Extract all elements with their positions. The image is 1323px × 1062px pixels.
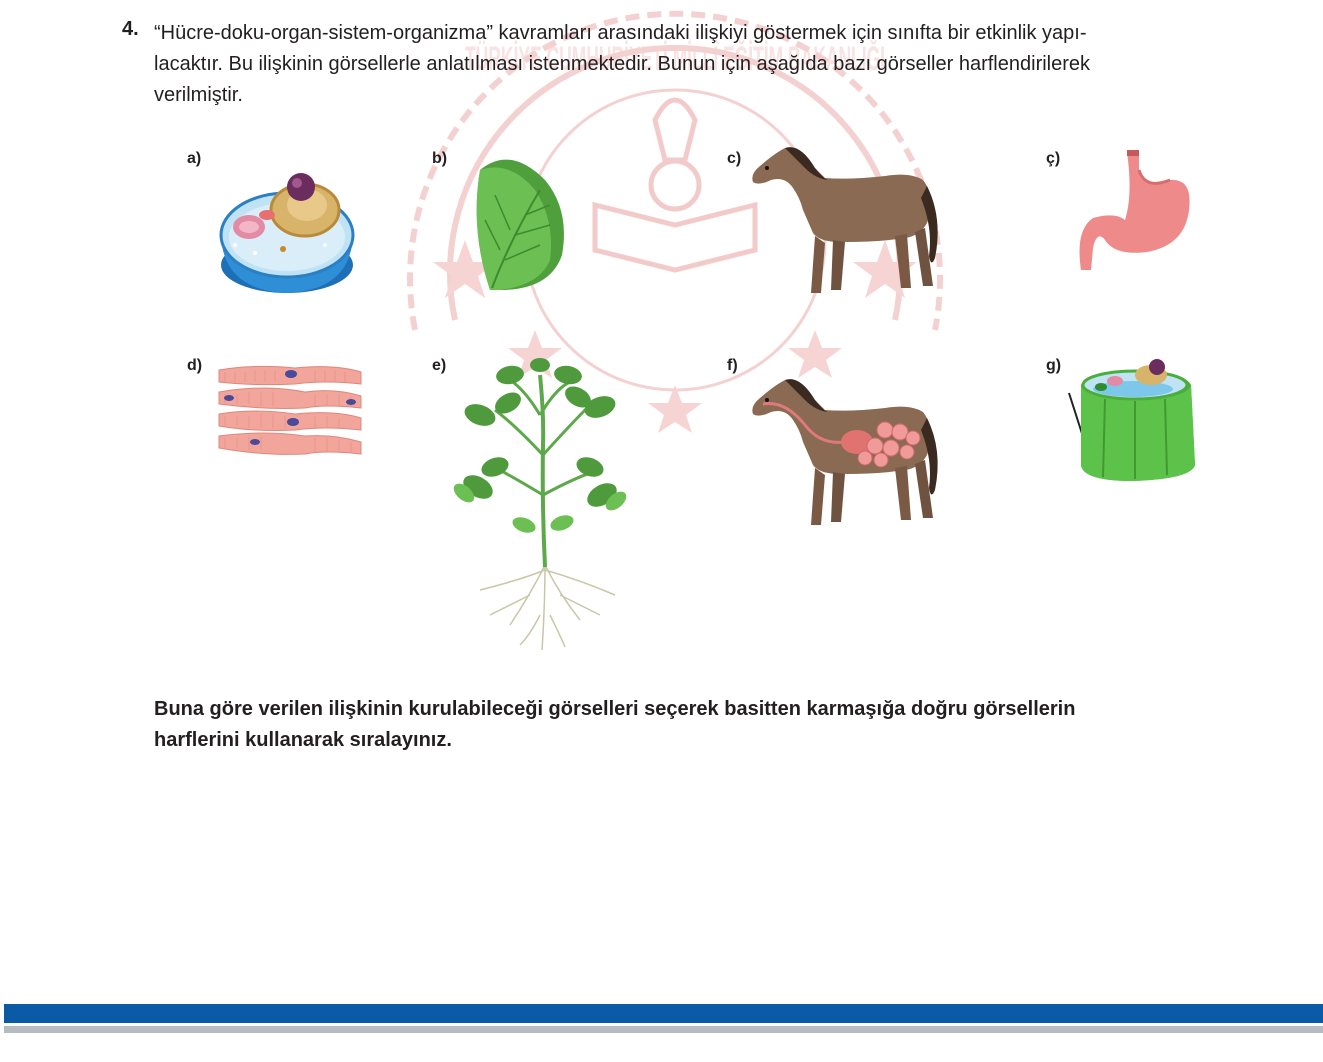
instruction-line: harflerini kullanarak sıralayınız. xyxy=(154,729,452,751)
footer-gray-bar xyxy=(4,1026,1323,1033)
plant-icon xyxy=(450,355,630,655)
footer-blue-bar xyxy=(4,1004,1323,1023)
watermark-text: TÜRKİYE CUMHURİYETİ MİLLÎ EĞİTİM BAKANLIĞI xyxy=(465,40,885,78)
figure-label-cc: ç) xyxy=(1046,150,1061,167)
muscle-tissue-icon xyxy=(215,362,365,462)
question-number: 4. xyxy=(122,18,139,40)
figure-label-c: c) xyxy=(727,150,742,167)
animal-cell-icon xyxy=(215,165,360,300)
horse-digestive-system-icon xyxy=(745,370,945,532)
figure-label-b: b) xyxy=(432,150,448,167)
question-line: lacaktır. Bu ilişkinin görsellerle anlatılması istenmektedir. Bunun için aşağıda bazı görseller harflendirilerek xyxy=(154,53,1091,75)
instruction-text xyxy=(154,694,1234,756)
leaf-icon xyxy=(470,150,570,295)
figure-label-d: d) xyxy=(187,357,203,374)
figure-label-e: e) xyxy=(432,357,447,374)
figure-label-f: f) xyxy=(727,357,738,374)
question-text xyxy=(154,18,1214,111)
figure-label-a: a) xyxy=(187,150,202,167)
figure-label-g: g) xyxy=(1046,357,1062,374)
instruction-line: Buna göre verilen ilişkinin kurulabileceği görselleri seçerek basitten karmaşığa doğru görsellerin xyxy=(154,698,1076,720)
question-line: verilmiştir. xyxy=(154,84,243,106)
question-line: “Hücre-doku-organ-sistem-organizma” kavramları arasındaki ilişkiyi göstermek için sınıfta bir etkinlik yapı- xyxy=(154,22,1087,44)
horse-icon xyxy=(745,138,945,300)
plant-cell-icon xyxy=(1065,355,1200,485)
stomach-icon xyxy=(1075,150,1195,275)
